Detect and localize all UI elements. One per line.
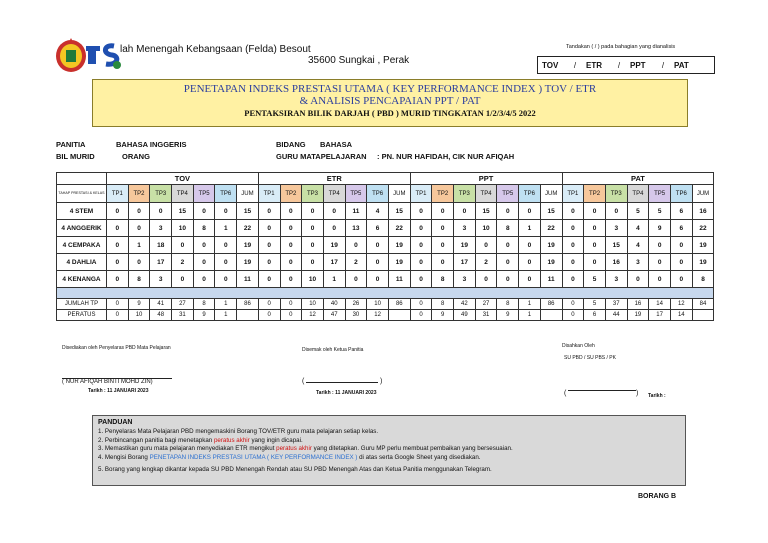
guru-label: GURU MATAPELAJARAN <box>276 152 367 161</box>
title-line-3: PENTAKSIRAN BILIK DARJAH ( PBD ) MURID TINGKATAN 1/2/3/4/5 2022 <box>244 108 536 118</box>
tp-header-ppt-2: TP2 <box>432 185 454 203</box>
cell-tov[interactable]: 2 <box>172 254 194 271</box>
peratus-row-cell-etr: 12 <box>367 310 389 321</box>
checked-close-paren: ) <box>380 378 383 385</box>
cell-ppt[interactable]: 3 <box>454 220 476 237</box>
school-name: lah Menengah Kebangsaan (Felda) Besout <box>120 44 311 55</box>
approved-role: SU PBD / SU PBS / PK <box>564 355 616 361</box>
jumlah-row-cell-ppt: 0 <box>410 299 432 310</box>
cell-etr[interactable]: 11 <box>345 203 367 220</box>
cell-etr[interactable]: 15 <box>388 203 410 220</box>
jumlah-row-cell-ppt: 27 <box>475 299 497 310</box>
cell-pat[interactable]: 0 <box>562 271 584 288</box>
cell-pat[interactable]: 0 <box>649 271 671 288</box>
cell-etr[interactable]: 19 <box>323 237 345 254</box>
tp-header-ppt-5: TP5 <box>497 185 519 203</box>
jumlah-row-label: JUMLAH TP <box>57 299 107 310</box>
peratus-row-cell-etr: 30 <box>345 310 367 321</box>
school-logo <box>86 38 122 70</box>
cell-pat[interactable]: 0 <box>562 254 584 271</box>
jumlah-row-cell-pat: 12 <box>670 299 692 310</box>
cell-ppt[interactable]: 3 <box>454 271 476 288</box>
cell-tov[interactable]: 3 <box>150 271 172 288</box>
cell-tov[interactable]: 0 <box>107 203 129 220</box>
peratus-row-cell-etr: 47 <box>323 310 345 321</box>
table-row <box>57 203 714 220</box>
peratus-row-cell-pat: 19 <box>627 310 649 321</box>
panitia-value: BAHASA INGGERIS <box>116 140 187 149</box>
cell-etr[interactable]: 0 <box>345 271 367 288</box>
peratus-row-cell-ppt: 31 <box>475 310 497 321</box>
tp-header-pat-1: TP1 <box>562 185 584 203</box>
cell-ppt[interactable]: 0 <box>519 271 541 288</box>
cell-etr[interactable]: 0 <box>323 220 345 237</box>
cell-etr[interactable]: 0 <box>302 220 324 237</box>
cell-pat[interactable]: 0 <box>649 254 671 271</box>
jumlah-row-cell-etr: 0 <box>258 299 280 310</box>
jumlah-row-cell-etr: 10 <box>302 299 324 310</box>
cell-ppt[interactable]: 15 <box>540 203 562 220</box>
panduan-item-4: 4. Mengisi Borang PENETAPAN INDEKS PRESTASI UTAMA ( KEY PERFORMANCE INDEX ) di atas serta Google Sheet yang disediakan. <box>98 454 481 462</box>
cell-ppt[interactable]: 0 <box>475 237 497 254</box>
tp-header-etr-5: TP5 <box>345 185 367 203</box>
peratus-row-cell-tov: 9 <box>193 310 215 321</box>
cell-tov[interactable]: 0 <box>193 203 215 220</box>
cell-ppt[interactable]: 0 <box>432 203 454 220</box>
group-header-pat: PAT <box>562 173 714 185</box>
tp-header-tov-3: TP3 <box>150 185 172 203</box>
jumlah-row-cell-pat: 14 <box>649 299 671 310</box>
cell-pat[interactable]: 22 <box>692 220 714 237</box>
cell-ppt[interactable]: 19 <box>454 237 476 254</box>
class-name: 4 ANGGERIK <box>57 220 107 237</box>
kpi-table <box>56 172 714 321</box>
group-header-tov: TOV <box>107 173 259 185</box>
cell-etr[interactable]: 0 <box>280 254 302 271</box>
prepared-sign-line <box>62 378 172 379</box>
code-separator: / <box>617 60 621 70</box>
jumlah-row-cell-pat: 0 <box>562 299 584 310</box>
cell-etr[interactable]: 0 <box>258 237 280 254</box>
cell-tov[interactable]: 0 <box>128 203 150 220</box>
peratus-row-cell-tov: 0 <box>107 310 129 321</box>
cell-tov[interactable]: 0 <box>215 237 237 254</box>
cell-pat[interactable]: 0 <box>584 237 606 254</box>
peratus-row-cell-etr: 0 <box>258 310 280 321</box>
tp-header-etr-4: TP4 <box>323 185 345 203</box>
cell-ppt[interactable]: 15 <box>475 203 497 220</box>
cell-tov[interactable]: 19 <box>237 237 259 254</box>
cell-tov[interactable]: 22 <box>237 220 259 237</box>
tp-header-tov-4: TP4 <box>172 185 194 203</box>
cell-ppt[interactable]: 0 <box>497 254 519 271</box>
cell-pat[interactable]: 16 <box>692 203 714 220</box>
peratus-row-cell-pat: 6 <box>584 310 606 321</box>
panduan-box <box>92 415 686 486</box>
peratus-row-cell-tov: 1 <box>215 310 237 321</box>
cell-etr[interactable]: 0 <box>280 220 302 237</box>
title-banner <box>92 79 688 127</box>
jumlah-row-cell-tov: 86 <box>237 299 259 310</box>
cell-pat[interactable]: 0 <box>670 271 692 288</box>
cell-pat[interactable]: 5 <box>584 271 606 288</box>
blank-corner <box>57 173 107 185</box>
cell-pat[interactable]: 5 <box>627 203 649 220</box>
table-row <box>57 254 714 271</box>
bil-murid-label: BIL MURID <box>56 152 95 161</box>
tp-header-tov-2: TP2 <box>128 185 150 203</box>
cell-tov[interactable]: 19 <box>237 254 259 271</box>
peratus-row-cell-etr: 0 <box>280 310 302 321</box>
jumlah-row-cell-etr: 0 <box>280 299 302 310</box>
peratus-row-cell-ppt: 9 <box>497 310 519 321</box>
tp-header-ppt-6: TP6 <box>519 185 541 203</box>
code-pat[interactable]: PAT <box>674 60 689 70</box>
cell-etr[interactable]: 0 <box>367 271 389 288</box>
cell-pat[interactable]: 0 <box>605 203 627 220</box>
peratus-row-cell-pat: 14 <box>670 310 692 321</box>
cell-etr[interactable]: 0 <box>280 203 302 220</box>
peratus-row-cell-ppt <box>540 310 562 321</box>
jumlah-row-cell-pat: 84 <box>692 299 714 310</box>
cell-etr[interactable]: 0 <box>258 271 280 288</box>
cell-ppt[interactable]: 0 <box>410 254 432 271</box>
cell-ppt[interactable]: 11 <box>540 271 562 288</box>
cell-tov[interactable]: 3 <box>150 220 172 237</box>
cell-pat[interactable]: 19 <box>692 237 714 254</box>
cell-pat[interactable]: 19 <box>692 254 714 271</box>
cell-tov[interactable]: 0 <box>215 203 237 220</box>
cell-pat[interactable]: 3 <box>605 220 627 237</box>
jumlah-row-cell-tov: 9 <box>128 299 150 310</box>
cell-ppt[interactable]: 0 <box>519 254 541 271</box>
cell-ppt[interactable]: 0 <box>432 237 454 254</box>
cell-ppt[interactable]: 0 <box>410 237 432 254</box>
cell-pat[interactable]: 9 <box>649 220 671 237</box>
cell-etr[interactable]: 13 <box>345 220 367 237</box>
class-name: 4 STEM <box>57 203 107 220</box>
cell-ppt[interactable]: 1 <box>519 220 541 237</box>
cell-tov[interactable]: 10 <box>172 220 194 237</box>
tp-header-pat-6: TP6 <box>670 185 692 203</box>
jumlah-row-cell-pat: 16 <box>627 299 649 310</box>
cell-pat[interactable]: 4 <box>627 237 649 254</box>
code-separator: / <box>661 60 665 70</box>
cell-ppt[interactable]: 0 <box>475 271 497 288</box>
cell-pat[interactable]: 0 <box>670 237 692 254</box>
cell-pat[interactable]: 3 <box>605 271 627 288</box>
cell-pat[interactable]: 0 <box>584 220 606 237</box>
cell-ppt[interactable]: 0 <box>454 203 476 220</box>
cell-etr[interactable]: 0 <box>302 237 324 254</box>
jumlah-row-cell-pat: 37 <box>605 299 627 310</box>
approved-open-paren: ( <box>564 390 567 397</box>
peratus-row-cell-tov <box>237 310 259 321</box>
peratus-row-cell-pat: 0 <box>562 310 584 321</box>
cell-etr[interactable]: 0 <box>345 237 367 254</box>
peratus-row-label: PERATUS <box>57 310 107 321</box>
cell-tov[interactable]: 0 <box>128 220 150 237</box>
class-name: 4 CEMPAKA <box>57 237 107 254</box>
cell-pat[interactable]: 0 <box>562 220 584 237</box>
cell-etr[interactable]: 19 <box>388 254 410 271</box>
cell-etr[interactable]: 11 <box>388 271 410 288</box>
panduan-item-2: 2. Perbincangan panitia bagi menetapkan peratus akhir yang ingin dicapai. <box>98 436 303 444</box>
checked-by-label: Disemak oleh Ketua Panitia <box>302 347 364 353</box>
approved-by-label: Disahkan Oleh <box>562 343 595 349</box>
cell-etr[interactable]: 6 <box>367 220 389 237</box>
cell-etr[interactable]: 1 <box>323 271 345 288</box>
cell-etr[interactable]: 2 <box>345 254 367 271</box>
cell-tov[interactable]: 0 <box>107 271 129 288</box>
jumlah-row-cell-ppt: 8 <box>432 299 454 310</box>
cell-etr[interactable]: 0 <box>302 254 324 271</box>
cell-tov[interactable]: 8 <box>193 220 215 237</box>
tp-header-ppt-7: JUM <box>540 185 562 203</box>
jumlah-row-cell-etr: 26 <box>345 299 367 310</box>
cell-tov[interactable]: 8 <box>128 271 150 288</box>
cell-etr[interactable]: 0 <box>280 271 302 288</box>
cell-tov[interactable]: 11 <box>237 271 259 288</box>
peratus-row-cell-ppt: 9 <box>432 310 454 321</box>
approved-close-paren: ) <box>636 390 639 397</box>
cell-pat[interactable]: 8 <box>692 271 714 288</box>
cell-tov[interactable]: 0 <box>128 254 150 271</box>
jumlah-row-cell-pat: 5 <box>584 299 606 310</box>
cell-ppt[interactable]: 0 <box>519 203 541 220</box>
cell-etr[interactable]: 0 <box>258 254 280 271</box>
tp-header-etr-6: TP6 <box>367 185 389 203</box>
panitia-label: PANITIA <box>56 140 86 149</box>
tp-header-etr-2: TP2 <box>280 185 302 203</box>
cell-ppt[interactable]: 8 <box>497 220 519 237</box>
tp-header-tov-1: TP1 <box>107 185 129 203</box>
cell-ppt[interactable]: 0 <box>432 220 454 237</box>
code-ppt[interactable]: PPT <box>630 60 646 70</box>
jumlah-row <box>57 299 714 310</box>
cell-pat[interactable]: 6 <box>670 220 692 237</box>
cell-ppt[interactable]: 0 <box>497 203 519 220</box>
cell-ppt[interactable]: 0 <box>497 237 519 254</box>
title-line-2: & ANALISIS PENCAPAIAN PPT / PAT <box>299 95 481 107</box>
tp-header-pat-5: TP5 <box>649 185 671 203</box>
bil-murid-value: ORANG <box>122 152 150 161</box>
cell-ppt[interactable]: 0 <box>410 203 432 220</box>
cell-ppt[interactable]: 0 <box>410 271 432 288</box>
cell-etr[interactable]: 0 <box>302 203 324 220</box>
cell-ppt[interactable]: 19 <box>540 237 562 254</box>
jumlah-row-cell-ppt: 86 <box>540 299 562 310</box>
cell-tov[interactable]: 15 <box>172 203 194 220</box>
cell-pat[interactable]: 0 <box>649 237 671 254</box>
guru-value: : PN. NUR HAFIDAH, CIK NUR AFIQAH <box>377 152 515 161</box>
cell-tov[interactable]: 0 <box>150 203 172 220</box>
peratus-row-cell-pat: 17 <box>649 310 671 321</box>
code-separator: / <box>573 60 577 70</box>
tp-header-ppt-1: TP1 <box>410 185 432 203</box>
table-row <box>57 271 714 288</box>
cell-tov[interactable]: 0 <box>107 237 129 254</box>
peratus-row-cell-ppt: 0 <box>410 310 432 321</box>
jumlah-row-cell-ppt: 1 <box>519 299 541 310</box>
cell-tov[interactable]: 0 <box>172 271 194 288</box>
tp-header-pat-3: TP3 <box>605 185 627 203</box>
jumlah-row-cell-tov: 0 <box>107 299 129 310</box>
panduan-item-5: 5. Borang yang lengkap dikantar kepada SU PBD Menengah Rendah atau SU PBD Menengah Atas dan Ketua Panitia menggunakan Telegram. <box>98 465 492 473</box>
jumlah-row-cell-tov: 27 <box>172 299 194 310</box>
cell-ppt[interactable]: 0 <box>519 237 541 254</box>
cell-etr[interactable]: 0 <box>323 203 345 220</box>
date-prepared: Tarikh : 11 JANUARI 2023 <box>88 388 149 394</box>
cell-tov[interactable]: 0 <box>107 254 129 271</box>
peratus-row-cell-etr: 12 <box>302 310 324 321</box>
peratus-row-cell-ppt: 49 <box>454 310 476 321</box>
cell-tov[interactable]: 15 <box>237 203 259 220</box>
tp-header-pat-7: JUM <box>692 185 714 203</box>
tp-header-pat-2: TP2 <box>584 185 606 203</box>
cell-etr[interactable]: 0 <box>367 254 389 271</box>
state-crest-logo <box>54 36 88 74</box>
peratus-row-cell-pat <box>692 310 714 321</box>
separator-cell <box>57 288 714 299</box>
peratus-row-cell-tov: 48 <box>150 310 172 321</box>
tick-instruction: Tandakan ( / ) pada bahagian yang dianalisis <box>566 44 676 50</box>
prepared-name: ( NUR AFIQAH BINTI MOHD ZIN) <box>62 379 153 385</box>
peratus-row-cell-tov: 10 <box>128 310 150 321</box>
jumlah-row-cell-tov: 8 <box>193 299 215 310</box>
cell-tov[interactable]: 17 <box>150 254 172 271</box>
bidang-label: BIDANG <box>276 140 306 149</box>
cell-pat[interactable]: 0 <box>584 203 606 220</box>
cell-ppt[interactable]: 0 <box>497 271 519 288</box>
jumlah-row-cell-ppt: 42 <box>454 299 476 310</box>
cell-pat[interactable]: 0 <box>627 271 649 288</box>
cell-etr[interactable]: 0 <box>258 220 280 237</box>
tp-header-tov-5: TP5 <box>193 185 215 203</box>
cell-ppt[interactable]: 0 <box>432 254 454 271</box>
prepared-by-label: Disediakan oleh Penyelaras PBD Mata Pelajaran <box>62 345 171 351</box>
row-header-label: TAHAP PRESTASI & KELAS <box>57 185 107 203</box>
cell-pat[interactable]: 5 <box>649 203 671 220</box>
peratus-row-cell-etr <box>388 310 410 321</box>
cell-etr[interactable]: 0 <box>280 237 302 254</box>
jumlah-row-cell-tov: 41 <box>150 299 172 310</box>
jumlah-row-cell-etr: 86 <box>388 299 410 310</box>
peratus-row-cell-tov: 31 <box>172 310 194 321</box>
cell-pat[interactable]: 0 <box>670 254 692 271</box>
approved-sign-line <box>568 390 636 391</box>
jumlah-row-cell-ppt: 8 <box>497 299 519 310</box>
table-row <box>57 220 714 237</box>
cell-pat[interactable]: 16 <box>605 254 627 271</box>
cell-etr[interactable]: 22 <box>388 220 410 237</box>
cell-pat[interactable]: 0 <box>562 203 584 220</box>
cell-tov[interactable]: 0 <box>215 271 237 288</box>
class-name: 4 DAHLIA <box>57 254 107 271</box>
tp-header-ppt-3: TP3 <box>454 185 476 203</box>
cell-ppt[interactable]: 2 <box>475 254 497 271</box>
form-id: BORANG B <box>638 493 677 500</box>
cell-tov[interactable]: 1 <box>215 220 237 237</box>
class-name: 4 KENANGA <box>57 271 107 288</box>
cell-tov[interactable]: 0 <box>193 271 215 288</box>
checked-open-paren: ( <box>302 378 305 385</box>
cell-tov[interactable]: 18 <box>150 237 172 254</box>
cell-tov[interactable]: 0 <box>215 254 237 271</box>
cell-etr[interactable]: 0 <box>367 237 389 254</box>
date-checked: Tarikh : 11 JANUARI 2023 <box>316 390 377 396</box>
cell-tov[interactable]: 0 <box>172 237 194 254</box>
tp-header-ppt-4: TP4 <box>475 185 497 203</box>
group-header-etr: ETR <box>258 173 410 185</box>
bidang-value: BAHASA <box>320 140 353 149</box>
tp-header-tov-6: TP6 <box>215 185 237 203</box>
separator-row <box>57 288 714 299</box>
cell-pat[interactable]: 0 <box>584 254 606 271</box>
title-line-1: PENETAPAN INDEKS PRESTASI UTAMA ( KEY PERFORMANCE INDEX ) TOV / ETR <box>183 83 597 95</box>
assessment-code-box <box>537 56 715 74</box>
cell-tov[interactable]: 0 <box>193 254 215 271</box>
panduan-heading: PANDUAN <box>98 419 133 426</box>
school-address: 35600 Sungkai , Perak <box>308 55 410 66</box>
cell-tov[interactable]: 0 <box>107 220 129 237</box>
cell-ppt[interactable]: 0 <box>410 220 432 237</box>
tp-header-etr-7: JUM <box>388 185 410 203</box>
panduan-item-3: 3. Memastikan guru mata pelajaran menyediakan ETR mengikut peratus akhir yang ditetapkan. Guru MP perlu membuat pembaikan yang bersesuaian. <box>98 445 513 453</box>
jumlah-row-cell-tov: 1 <box>215 299 237 310</box>
cell-pat[interactable]: 3 <box>627 254 649 271</box>
jumlah-row-cell-etr: 40 <box>323 299 345 310</box>
cell-pat[interactable]: 6 <box>670 203 692 220</box>
cell-ppt[interactable]: 22 <box>540 220 562 237</box>
cell-etr[interactable]: 10 <box>302 271 324 288</box>
table-row <box>57 237 714 254</box>
cell-etr[interactable]: 4 <box>367 203 389 220</box>
cell-pat[interactable]: 4 <box>627 220 649 237</box>
panduan-item-1: 1. Penyelaras Mata Pelajaran PBD mengemaskini Borang TOV/ETR guru mata pelajaran setiap kelas. <box>98 427 379 435</box>
cell-ppt[interactable]: 19 <box>540 254 562 271</box>
group-header-ppt: PPT <box>410 173 562 185</box>
cell-etr[interactable]: 19 <box>388 237 410 254</box>
cell-ppt[interactable]: 8 <box>432 271 454 288</box>
jumlah-row-cell-etr: 10 <box>367 299 389 310</box>
cell-ppt[interactable]: 17 <box>454 254 476 271</box>
cell-etr[interactable]: 0 <box>258 203 280 220</box>
cell-etr[interactable]: 17 <box>323 254 345 271</box>
date-approved: Tarikh : <box>648 393 666 399</box>
cell-tov[interactable]: 0 <box>193 237 215 254</box>
tp-header-etr-3: TP3 <box>302 185 324 203</box>
code-etr[interactable]: ETR <box>586 60 602 70</box>
peratus-row <box>57 310 714 321</box>
peratus-row-cell-ppt: 1 <box>519 310 541 321</box>
tp-header-tov-7: JUM <box>237 185 259 203</box>
cell-pat[interactable]: 15 <box>605 237 627 254</box>
cell-pat[interactable]: 0 <box>562 237 584 254</box>
cell-ppt[interactable]: 10 <box>475 220 497 237</box>
checked-sign-line <box>306 382 378 383</box>
tp-header-pat-4: TP4 <box>627 185 649 203</box>
code-tov[interactable]: TOV <box>542 60 559 70</box>
cell-tov[interactable]: 1 <box>128 237 150 254</box>
tp-header-etr-1: TP1 <box>258 185 280 203</box>
peratus-row-cell-pat: 44 <box>605 310 627 321</box>
